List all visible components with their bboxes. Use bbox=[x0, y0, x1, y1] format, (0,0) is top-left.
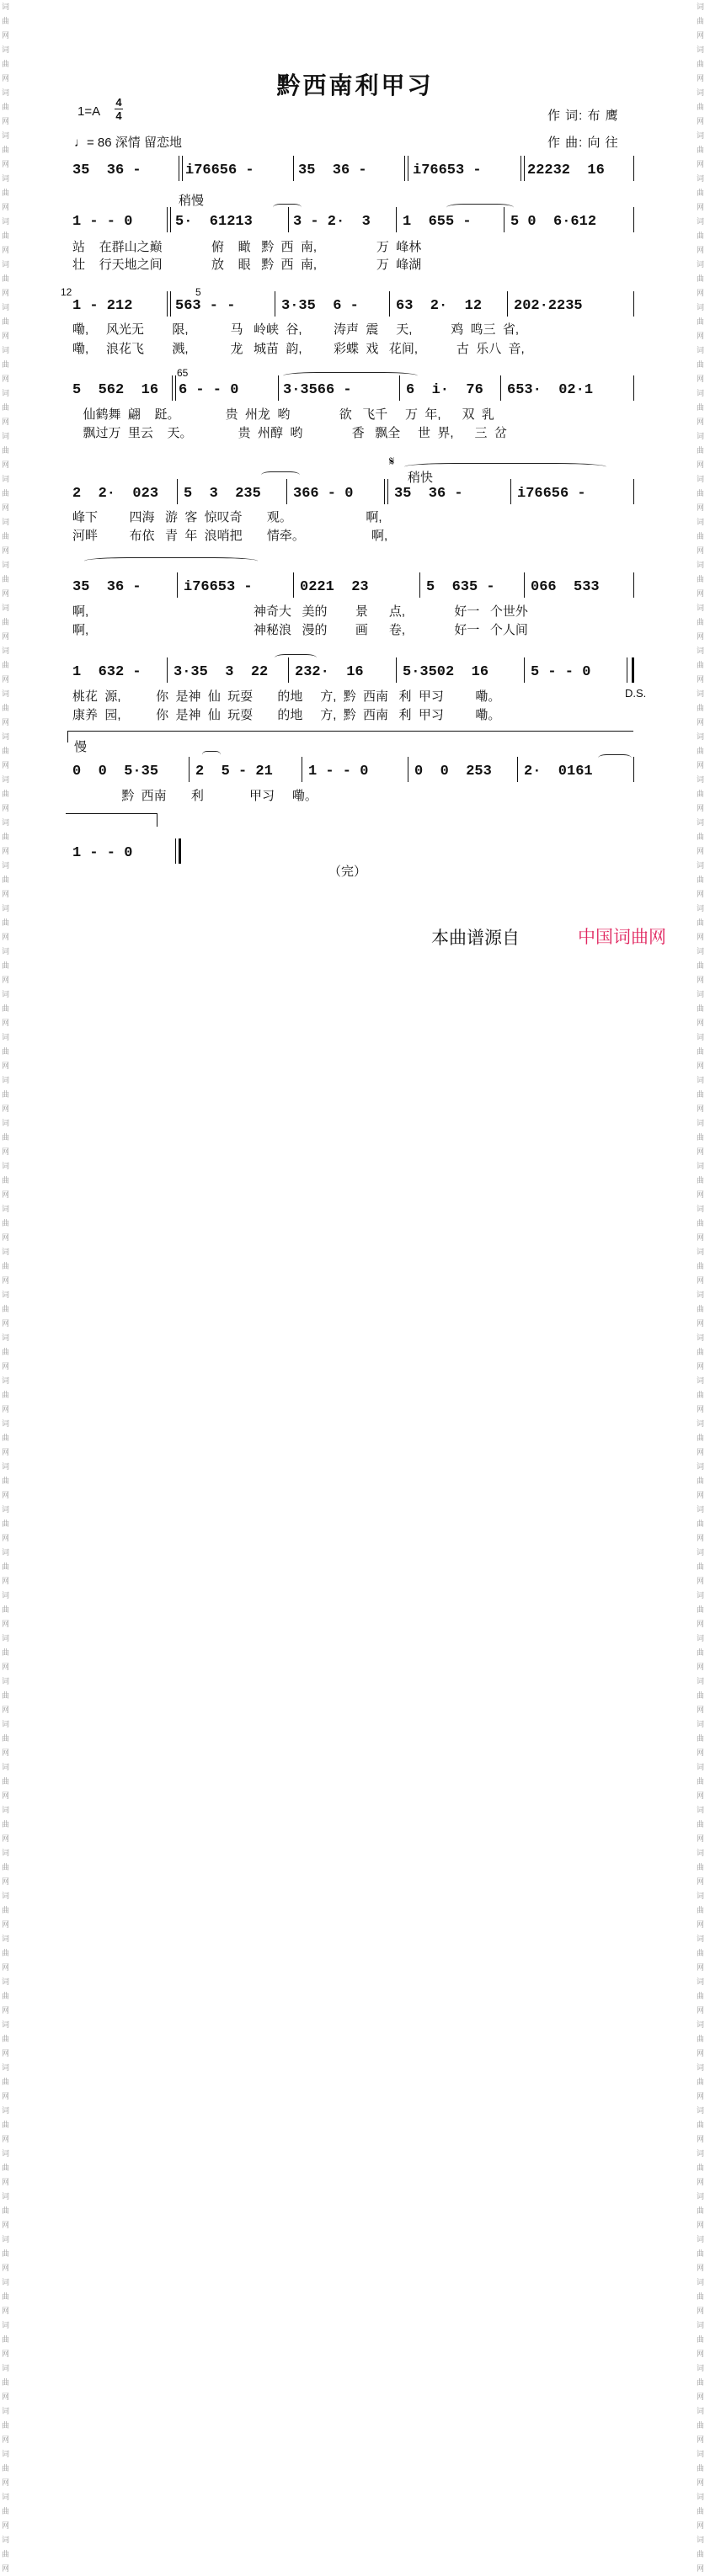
score-row-4 bbox=[72, 382, 637, 401]
score-row-3 bbox=[72, 298, 637, 317]
lyric-line: 啊, 神秘浪 漫的 画 卷, 好一 个人间 bbox=[72, 623, 528, 637]
site-brand-link[interactable]: 中国词曲网 bbox=[578, 928, 666, 947]
dal-segno-mark: D.S. bbox=[625, 687, 647, 700]
composer-credit: 作 曲: 向 往 bbox=[547, 136, 619, 150]
grace-65: 65 bbox=[177, 367, 189, 379]
measure: 22232 16 bbox=[527, 162, 605, 178]
segno-sign: 𝄋 bbox=[389, 455, 395, 469]
ending-bracket bbox=[66, 813, 157, 814]
measure: 0 0 253 bbox=[414, 764, 492, 780]
measure: 35 36 - bbox=[298, 162, 367, 178]
watermark-right: 词曲网 词曲网 词曲网 词曲网 词曲网 词曲网 词曲网 词曲网 词曲网 词曲网 词曲网 词曲网 词曲网 词曲网 词曲网 词曲网 词曲网 词曲网 词曲网 词曲网 词曲网 词曲网 词曲网 词曲网 词曲网 词曲网 词曲网 词曲网 词曲网 词曲网 词曲网 词曲网 词曲网 词曲网 词曲网 词曲网 词曲网 词曲网 词曲网 词曲网 词曲网 词曲网 词曲网 词曲网 词曲网 词曲网 词曲网 词曲网 词曲网 词曲网 词曲网 词曲网 词曲网 词曲网 词曲网 词曲网 词曲网 词曲网 词曲网 词曲网 bbox=[697, 3, 707, 2573]
volta-12: 12 bbox=[61, 286, 72, 298]
measure: 5 635 - bbox=[426, 579, 495, 595]
lyric-line: 桃花 源, 你 是神 仙 玩耍 的地 方, 黔 西南 利 甲习 嘞。 bbox=[72, 689, 501, 704]
measure: 35 36 - bbox=[394, 486, 463, 502]
lyric-line: 站 在群山之巅 俯 瞰 黔 西 南, 万 峰林 bbox=[72, 240, 422, 254]
measure: i76653 - bbox=[184, 579, 253, 595]
measure: 1 655 - bbox=[403, 214, 472, 230]
measure: 366 - 0 bbox=[293, 486, 354, 502]
measure: 3·3566 - bbox=[283, 382, 352, 398]
tempo-faster-mark: 稍快 bbox=[408, 471, 434, 485]
song-title: 黔西南利甲习 bbox=[276, 72, 434, 98]
lyric-line: 黔 西南 利 甲习 嘞。 bbox=[72, 789, 318, 803]
score-row-2 bbox=[72, 214, 637, 232]
measure: 0221 23 bbox=[300, 579, 369, 595]
measure: 1 - 212 bbox=[72, 298, 133, 314]
lyric-line: 嘞, 风光无 限, 马 岭峡 谷, 涛声 震 天, 鸡 鸣三 省, bbox=[72, 322, 520, 337]
measure: 5· 61213 bbox=[175, 214, 253, 230]
measure: 2 5 - 21 bbox=[195, 764, 273, 780]
watermark-left: 词曲网 词曲网 词曲网 词曲网 词曲网 词曲网 词曲网 词曲网 词曲网 词曲网 词曲网 词曲网 词曲网 词曲网 词曲网 词曲网 词曲网 词曲网 词曲网 词曲网 词曲网 词曲网 词曲网 词曲网 词曲网 词曲网 词曲网 词曲网 词曲网 词曲网 词曲网 词曲网 词曲网 词曲网 词曲网 词曲网 词曲网 词曲网 词曲网 词曲网 词曲网 词曲网 词曲网 词曲网 词曲网 词曲网 词曲网 词曲网 词曲网 词曲网 词曲网 词曲网 词曲网 词曲网 词曲网 词曲网 词曲网 词曲网 词曲网 词曲网 bbox=[2, 3, 12, 2573]
source-text: 本曲谱源自 bbox=[431, 929, 520, 948]
grace-5: 5 bbox=[195, 286, 201, 298]
measure: i76656 - bbox=[185, 162, 254, 178]
volta-line bbox=[67, 731, 633, 732]
lyric-line: 啊, 神奇大 美的 景 点, 好一 个世外 bbox=[72, 604, 528, 619]
time-sig-bottom: 4 bbox=[115, 109, 122, 122]
measure: 653· 02·1 bbox=[507, 382, 594, 398]
measure: 5 - - 0 bbox=[531, 664, 591, 680]
lyric-line: 康养 园, 你 是神 仙 玩耍 的地 方, 黔 西南 利 甲习 嘞。 bbox=[72, 708, 501, 722]
measure: 6 i· 76 bbox=[406, 382, 483, 398]
measure: 5 3 235 bbox=[184, 486, 261, 502]
tempo-slow-mark: 慢 bbox=[74, 740, 88, 754]
time-sig-top: 4 bbox=[115, 96, 122, 109]
lyric-line: 壮 行天地之间 放 眼 黔 西 南, 万 峰湖 bbox=[72, 258, 422, 272]
score-row-8 bbox=[72, 764, 637, 782]
measure: 3·35 6 - bbox=[281, 298, 359, 314]
measure: 3·35 3 22 bbox=[173, 664, 269, 680]
lyric-line: 嘞, 浪花飞 溅, 龙 城苗 韵, 彩蝶 戏 花间, 古 乐八 音, bbox=[72, 342, 525, 356]
lyric-line: 飘过万 里云 天。 贵 州醇 哟 香 飘全 世 界, 三 岔 bbox=[72, 426, 507, 440]
measure: 066 533 bbox=[531, 579, 600, 595]
score-row-1 bbox=[72, 162, 637, 181]
measure: i76653 - bbox=[413, 162, 482, 178]
measure: 1 - - 0 bbox=[72, 845, 133, 861]
measure: i76656 - bbox=[517, 486, 586, 502]
measure: 1 - - 0 bbox=[72, 214, 133, 230]
score-row-9 bbox=[72, 845, 637, 864]
measure: 35 36 - bbox=[72, 579, 141, 595]
score-row-6 bbox=[72, 579, 637, 598]
lyric-line: 峰下 四海 游 客 惊叹奇 观。 啊, bbox=[72, 510, 382, 524]
measure: 63 2· 12 bbox=[396, 298, 483, 314]
score-row-7 bbox=[72, 664, 637, 683]
end-mark: （完） bbox=[328, 865, 367, 879]
measure: 5 562 16 bbox=[72, 382, 159, 398]
key-signature: 1=A bbox=[77, 104, 101, 119]
measure: 202·2235 bbox=[514, 298, 583, 314]
measure: 1 632 - bbox=[72, 664, 141, 680]
measure: 1 - - 0 bbox=[308, 764, 369, 780]
measure: 2 2· 023 bbox=[72, 486, 159, 502]
measure: 5 0 6·612 bbox=[510, 214, 597, 230]
tempo-slower-mark: 稍慢 bbox=[179, 194, 205, 208]
measure: 5·3502 16 bbox=[403, 664, 489, 680]
measure: 232· 16 bbox=[295, 664, 364, 680]
lyricist-credit: 作 词: 布 鹰 bbox=[547, 109, 619, 123]
measure: 35 36 - bbox=[72, 162, 141, 178]
measure: 0 0 5·35 bbox=[72, 764, 159, 780]
score-row-5 bbox=[72, 486, 637, 504]
measure: 2· 0161 bbox=[524, 764, 593, 780]
measure: 3 - 2· 3 bbox=[293, 214, 371, 230]
tempo-marking: ♩= 86 深情 留恋地 bbox=[74, 136, 182, 150]
lyric-line: 河畔 布依 青 年 浪哨把 情牵。 啊, bbox=[72, 529, 388, 543]
measure: 563 - - bbox=[175, 298, 236, 314]
measure: 6 - - 0 bbox=[179, 382, 239, 398]
time-signature bbox=[115, 96, 123, 122]
lyric-line: 仙鹤舞 翩 跹。 贵 州龙 哟 欲 飞千 万 年, 双 乳 bbox=[72, 407, 494, 422]
